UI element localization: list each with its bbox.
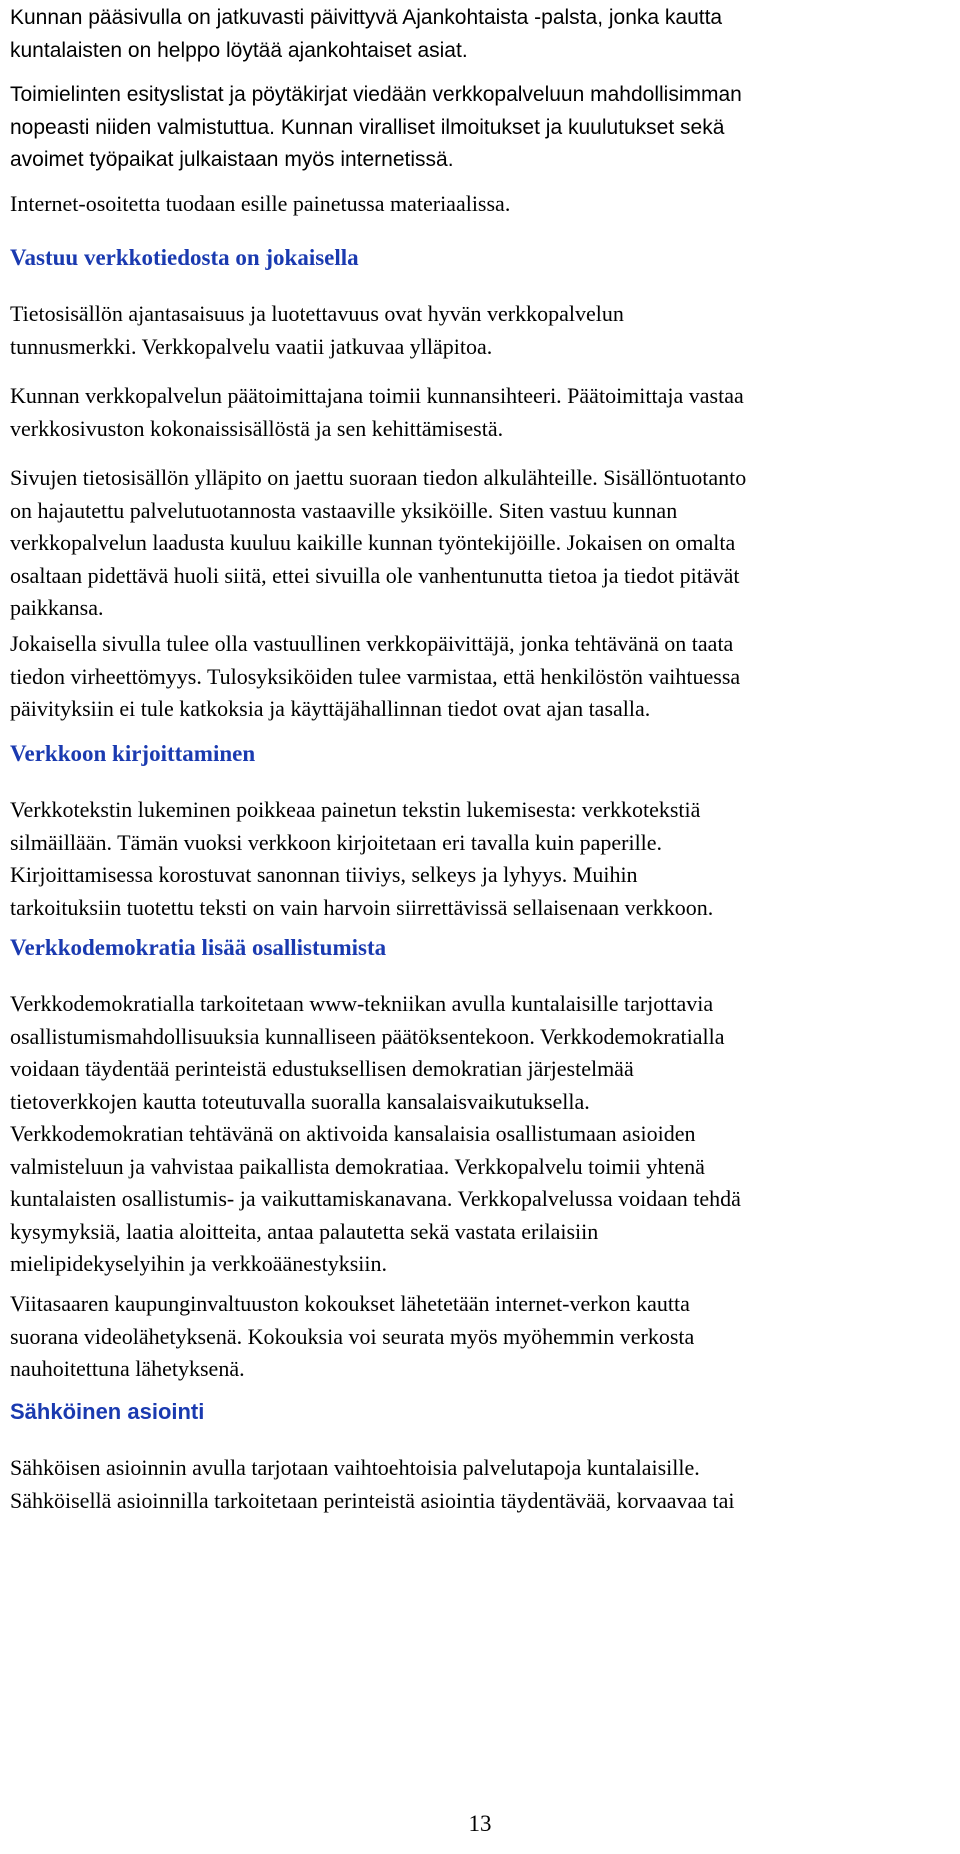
paragraph-agendas (10, 79, 960, 177)
text-line: avoimet työpaikat julkaistaan myös internetissä. (10, 148, 454, 171)
text-line: paikkansa. (10, 595, 104, 620)
text-line: on hajautettu palvelutuotannosta vastaaville yksiköille. Siten vastuu kunnan (10, 497, 678, 523)
paragraph-address (10, 188, 960, 221)
paragraph-eservices (10, 1452, 960, 1517)
section-heading-democracy: Verkkodemokratia lisää osallistumista (10, 935, 387, 960)
paragraph-maintenance (10, 462, 960, 625)
text-line: tarkoituksiin tuotettu teksti on vain harvoin siirrettävissä sellaisenaan verkkoon. (10, 894, 714, 920)
paragraph-intro (10, 2, 960, 67)
text-line: Kirjoittamisessa korostuvat sanonnan tiiviys, selkeys ja lyhyys. Muihin (10, 862, 638, 887)
paragraph-democracy (10, 988, 960, 1281)
section-heading-writing: Verkkoon kirjoittaminen (10, 741, 256, 766)
text-line: Sähköisellä asioinnilla tarkoitetaan perinteistä asiointia täydentävää, korvaavaa tai (10, 1487, 735, 1513)
text-line: Tietosisällön ajantasaisuus ja luotettavuus ovat hyvän verkkopalvelun (10, 301, 624, 326)
text-line: voidaan täydentää perinteistä edustuksellisen demokratian järjestelmää (10, 1056, 634, 1081)
text-line: Sivujen tietosisällön ylläpito on jaettu suoraan tiedon alkulähteille. Sisällöntuotanto (10, 465, 747, 490)
text-line: silmäillään. Tämän vuoksi verkkoon kirjoitetaan eri tavalla kuin paperille. (10, 829, 663, 855)
text-line: Verkkotekstin lukeminen poikkeaa painetun tekstin lukemisesta: verkkotekstiä (10, 797, 701, 822)
text-line: Sähköisen asioinnin avulla tarjotaan vaihtoehtoisia palvelutapoja kuntalaisille. (10, 1455, 700, 1480)
text-line: mielipidekyselyihin ja verkkoäänestyksiin. (10, 1251, 387, 1276)
section-heading-responsibility: Vastuu verkkotiedosta on jokaisella (10, 245, 359, 270)
text-line: kuntalaisten osallistumis- ja vaikuttamiskanavana. Verkkopalvelussa voidaan tehdä (10, 1186, 741, 1211)
text-line: Internet-osoitetta tuodaan esille painetussa materiaalissa. (10, 191, 511, 216)
text-line: tunnusmerkki. Verkkopalvelu vaatii jatkuvaa ylläpitoa. (10, 333, 493, 359)
text-line: kuntalaisten on helppo löytää ajankohtaiset asiat. (10, 38, 468, 62)
text-line: tiedon virheettömyys. Tulosyksiköiden tulee varmistaa, että henkilöstön vaihtuessa (10, 663, 741, 689)
paragraph-writing (10, 794, 960, 924)
page-number: 13 (468, 1811, 492, 1836)
text-line: päivityksiin ei tule katkoksia ja käyttäjähallinnan tiedot ovat ajan tasalla. (10, 696, 651, 721)
text-line: verkkopalvelun laadusta kuuluu kaikille kunnan työntekijöille. Jokaisen on omalta (10, 530, 736, 555)
text-line: Viitasaaren kaupunginvaltuuston kokoukset lähetetään internet-verkon kautta (10, 1291, 690, 1316)
paragraph-council (10, 1288, 960, 1386)
text-line: osaltaan pidettävä huoli siitä, ettei sivuilla ole vanhentunutta tietoa ja tiedot pitävät (10, 562, 740, 588)
section-heading-eservices: Sähköinen asiointi (10, 1399, 205, 1424)
paragraph-reliability (10, 298, 960, 363)
text-line: osallistumismahdollisuuksia kunnalliseen päätöksentekoon. Verkkodemokratialla (10, 1023, 725, 1049)
text-line: valmisteluun ja vahvistaa paikallista demokratiaa. Verkkopalvelu toimii yhtenä (10, 1153, 705, 1179)
text-line: nauhoitettuna lähetyksenä. (10, 1356, 245, 1381)
text-line: suorana videolähetyksenä. Kokouksia voi seurata myös myöhemmin verkosta (10, 1323, 695, 1349)
paragraph-updater (10, 628, 960, 726)
text-line: Toimielinten esityslistat ja pöytäkirjat viedään verkkopalveluun mahdollisimman (10, 83, 742, 106)
text-line: verkkosivuston kokonaissisällöstä ja sen kehittämisestä. (10, 415, 504, 441)
text-line: nopeasti niiden valmistuttua. Kunnan viralliset ilmoitukset ja kuulutukset sekä (10, 115, 725, 139)
text-line: Kunnan verkkopalvelun päätoimittajana toimii kunnansihteeri. Päätoimittaja vastaa (10, 383, 744, 408)
paragraph-editor (10, 380, 960, 445)
text-line: Verkkodemokratian tehtävänä on aktivoida kansalaisia osallistumaan asioiden (10, 1121, 696, 1146)
text-line: kysymyksiä, laatia aloitteita, antaa palautetta sekä vastata erilaisiin (10, 1218, 599, 1244)
text-line: Verkkodemokratialla tarkoitetaan www-tekniikan avulla kuntalaisille tarjottavia (10, 991, 714, 1016)
text-line: tietoverkkojen kautta toteutuvalla suoralla kansalaisvaikutuksella. (10, 1088, 590, 1114)
text-line: Kunnan pääsivulla on jatkuvasti päivittyvä Ajankohtaista -palsta, jonka kautta (10, 6, 723, 29)
text-line: Jokaisella sivulla tulee olla vastuullinen verkkopäivittäjä, jonka tehtävänä on taata (10, 631, 734, 656)
